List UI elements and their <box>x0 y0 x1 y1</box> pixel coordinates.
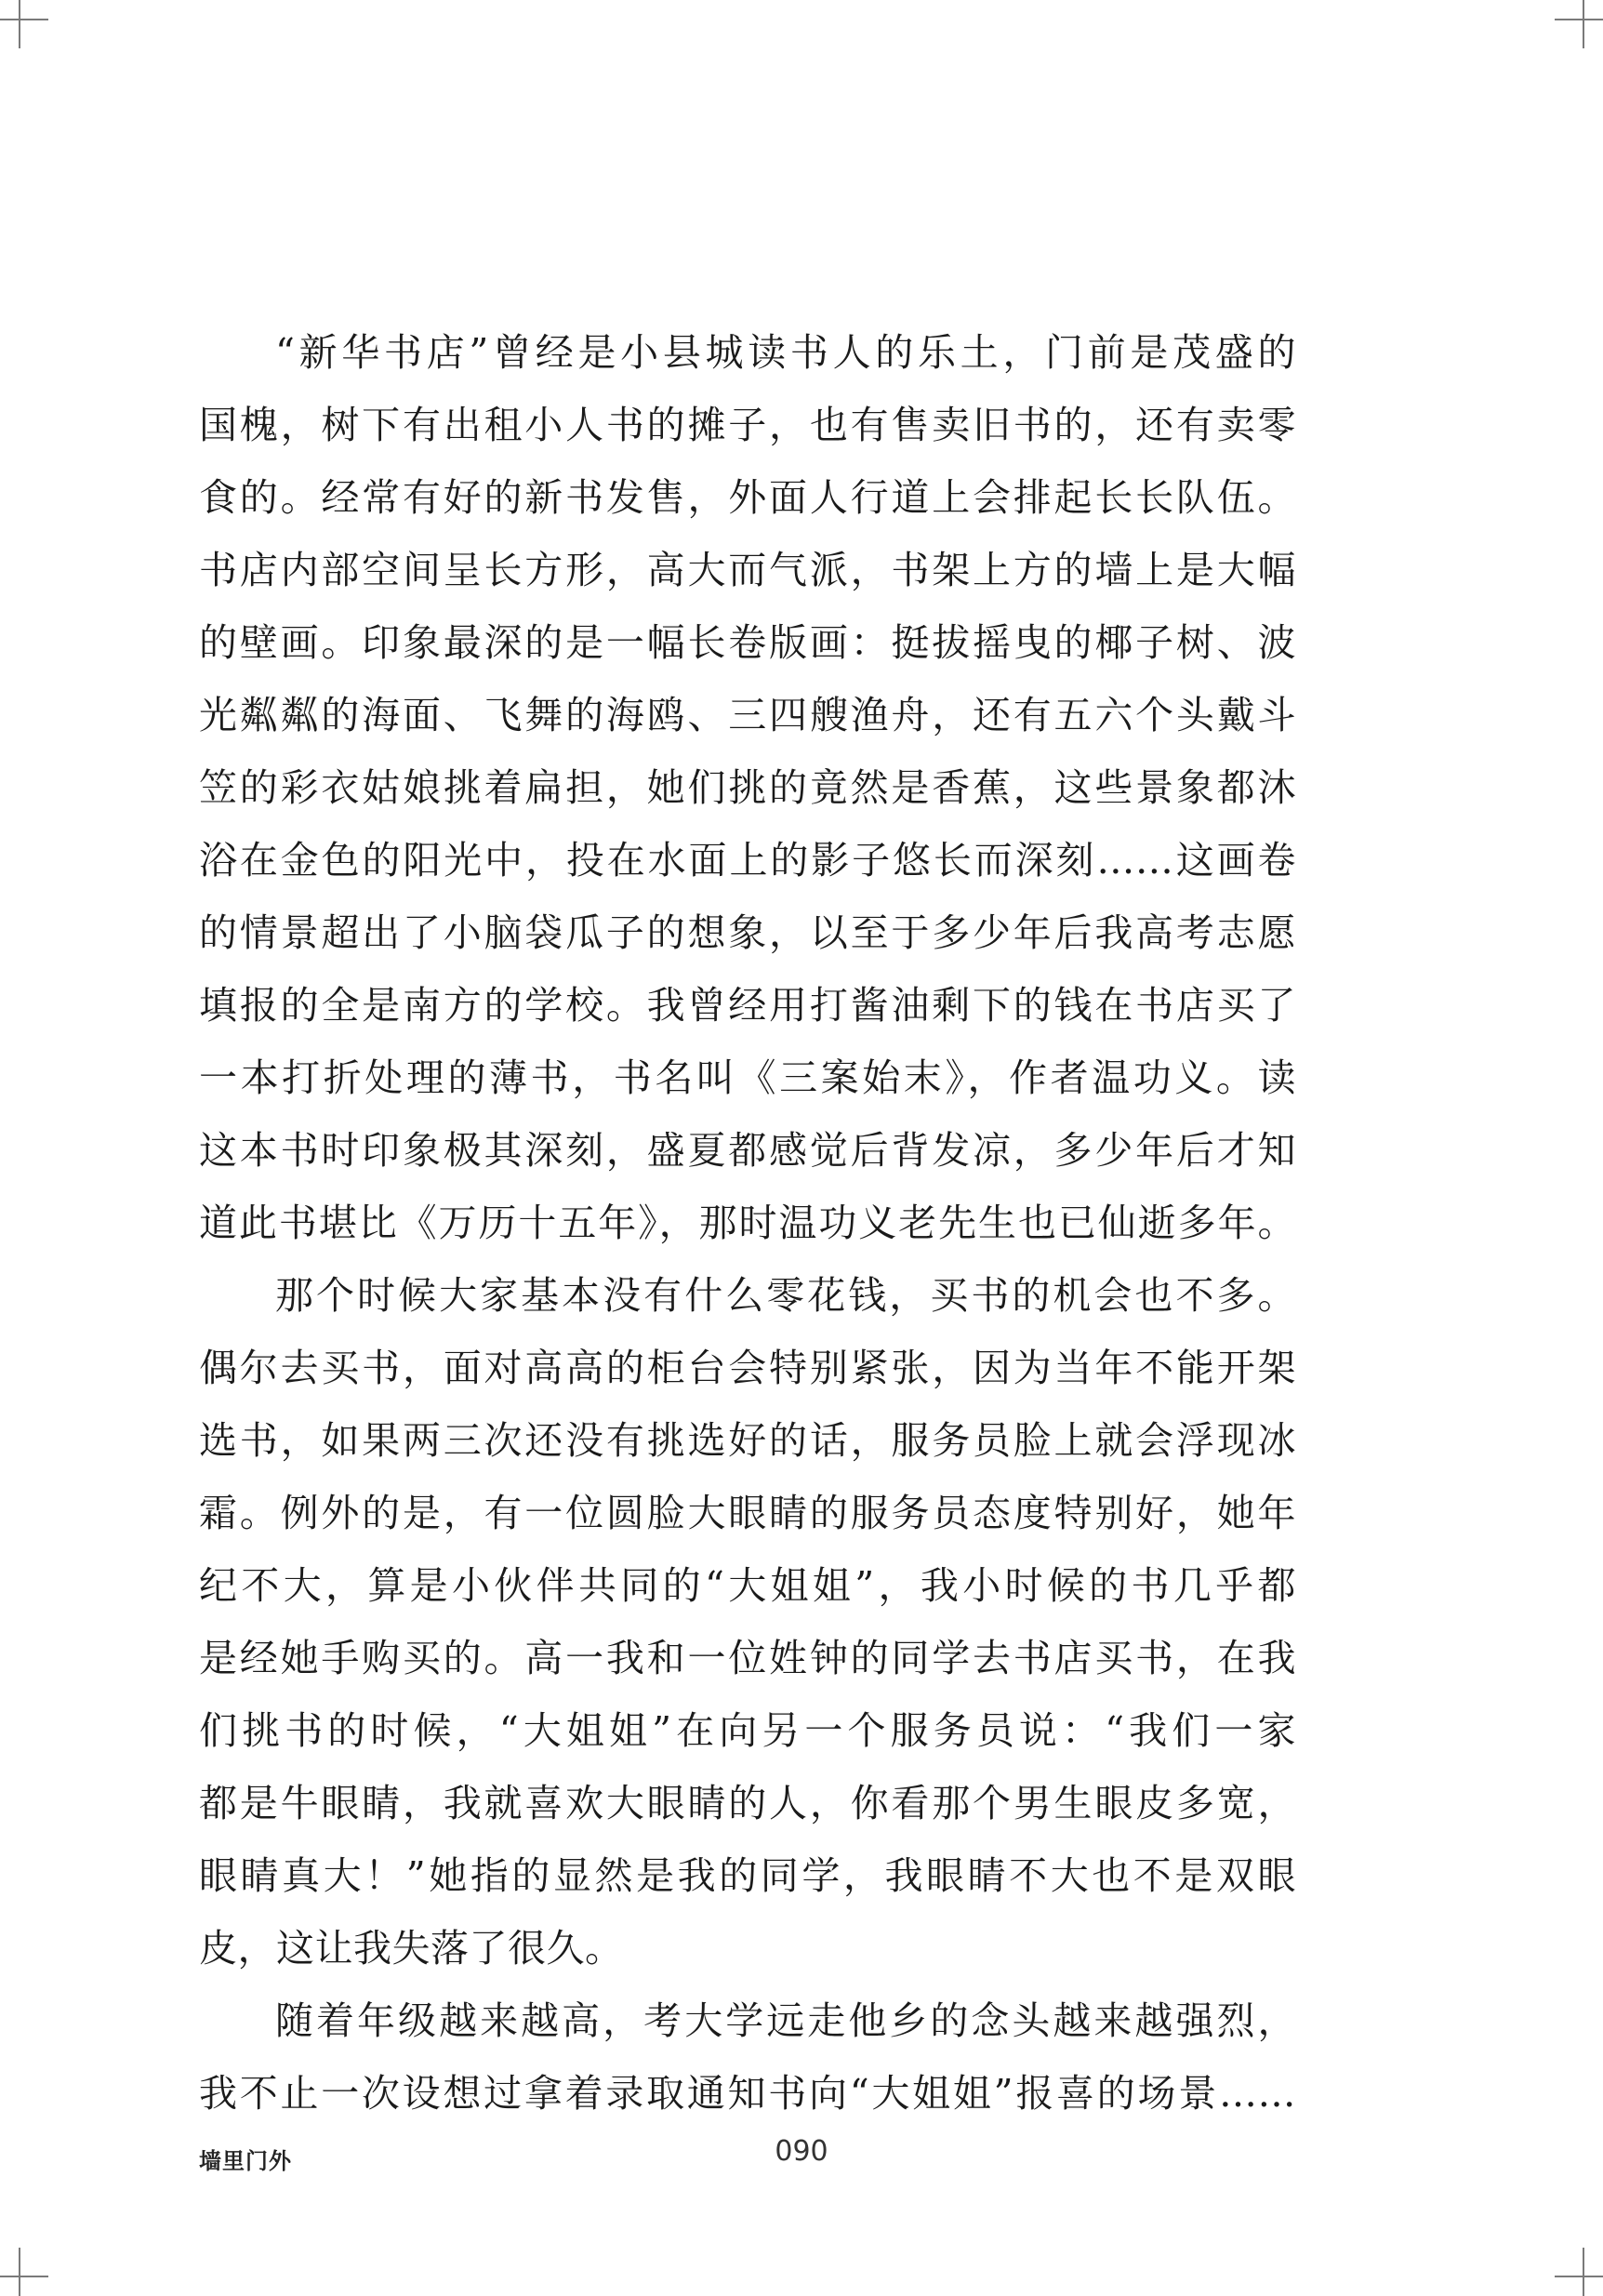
text-line: 浴在金色的阳光中，投在水面上的影子悠长而深刻……这画卷 <box>199 838 1296 883</box>
text-line: 们挑书的时候，“大姐姐”在向另一个服务员说：“我们一家 <box>199 1708 1296 1753</box>
crop-mark-top-right-h <box>1555 19 1603 20</box>
text-line: 都是牛眼睛，我就喜欢大眼睛的人，你看那个男生眼皮多宽， <box>199 1781 1296 1825</box>
text-line: “新华书店”曾经是小县城读书人的乐土，门前是茂盛的 <box>275 330 1296 375</box>
crop-mark-bottom-right-v <box>1583 2248 1584 2296</box>
body-text <box>199 316 1296 2130</box>
text-line: 眼睛真大！”她指的显然是我的同学，我眼睛不大也不是双眼 <box>199 1853 1296 1898</box>
crop-mark-top-right-v <box>1583 0 1584 48</box>
crop-mark-bottom-right-h <box>1555 2276 1603 2277</box>
text-line: 填报的全是南方的学校。我曾经用打酱油剩下的钱在书店买了 <box>199 983 1296 1028</box>
text-line: 道此书堪比《万历十五年》，那时温功义老先生也已仙逝多年。 <box>199 1201 1296 1245</box>
text-line: 偶尔去买书，面对高高的柜台会特别紧张，因为当年不能开架 <box>199 1346 1296 1390</box>
text-line: 选书，如果两三次还没有挑选好的话，服务员脸上就会浮现冰 <box>199 1418 1296 1463</box>
text-line: 纪不大，算是小伙伴共同的“大姐姐”，我小时候的书几乎都 <box>199 1563 1296 1608</box>
running-footer-book-title: 墙里门外 <box>199 2148 292 2174</box>
crop-mark-top-left-v <box>19 0 20 48</box>
text-line: 皮，这让我失落了很久。 <box>199 1926 624 1971</box>
text-line: 的情景超出了小脑袋瓜子的想象，以至于多少年后我高考志愿 <box>199 910 1296 955</box>
text-line: 食的。经常有好的新书发售，外面人行道上会排起长长队伍。 <box>199 475 1296 520</box>
text-line: 光粼粼的海面、飞舞的海鸥、三四艘渔舟，还有五六个头戴斗 <box>199 693 1296 737</box>
text-line: 书店内部空间呈长方形，高大而气派，书架上方的墙上是大幅 <box>199 548 1296 592</box>
text-line: 笠的彩衣姑娘挑着扁担，她们挑的竟然是香蕉，这些景象都沐 <box>199 765 1296 810</box>
text-line: 的壁画。印象最深的是一幅长卷版画：挺拔摇曳的椰子树、波 <box>199 620 1296 665</box>
crop-mark-top-left-h <box>0 19 48 20</box>
text-line: 霜。例外的是，有一位圆脸大眼睛的服务员态度特别好，她年 <box>199 1491 1296 1535</box>
text-line: 我不止一次设想过拿着录取通知书向“大姐姐”报喜的场景…… <box>199 2071 1296 2116</box>
text-line: 那个时候大家基本没有什么零花钱，买书的机会也不多。 <box>275 1273 1296 1318</box>
text-line: 这本书时印象极其深刻，盛夏都感觉后背发凉，多少年后才知 <box>199 1128 1296 1173</box>
crop-mark-bottom-left-h <box>0 2276 48 2277</box>
text-line: 是经她手购买的。高一我和一位姓钟的同学去书店买书，在我 <box>199 1636 1296 1680</box>
text-line: 国槐，树下有出租小人书的摊子，也有售卖旧书的，还有卖零 <box>199 403 1296 447</box>
crop-mark-bottom-left-v <box>19 2248 20 2296</box>
page-number: 090 <box>775 2135 828 2168</box>
text-line: 一本打折处理的薄书，书名叫《三案始末》，作者温功义。读 <box>199 1055 1296 1100</box>
text-line: 随着年级越来越高，考大学远走他乡的念头越来越强烈， <box>275 1998 1296 2043</box>
